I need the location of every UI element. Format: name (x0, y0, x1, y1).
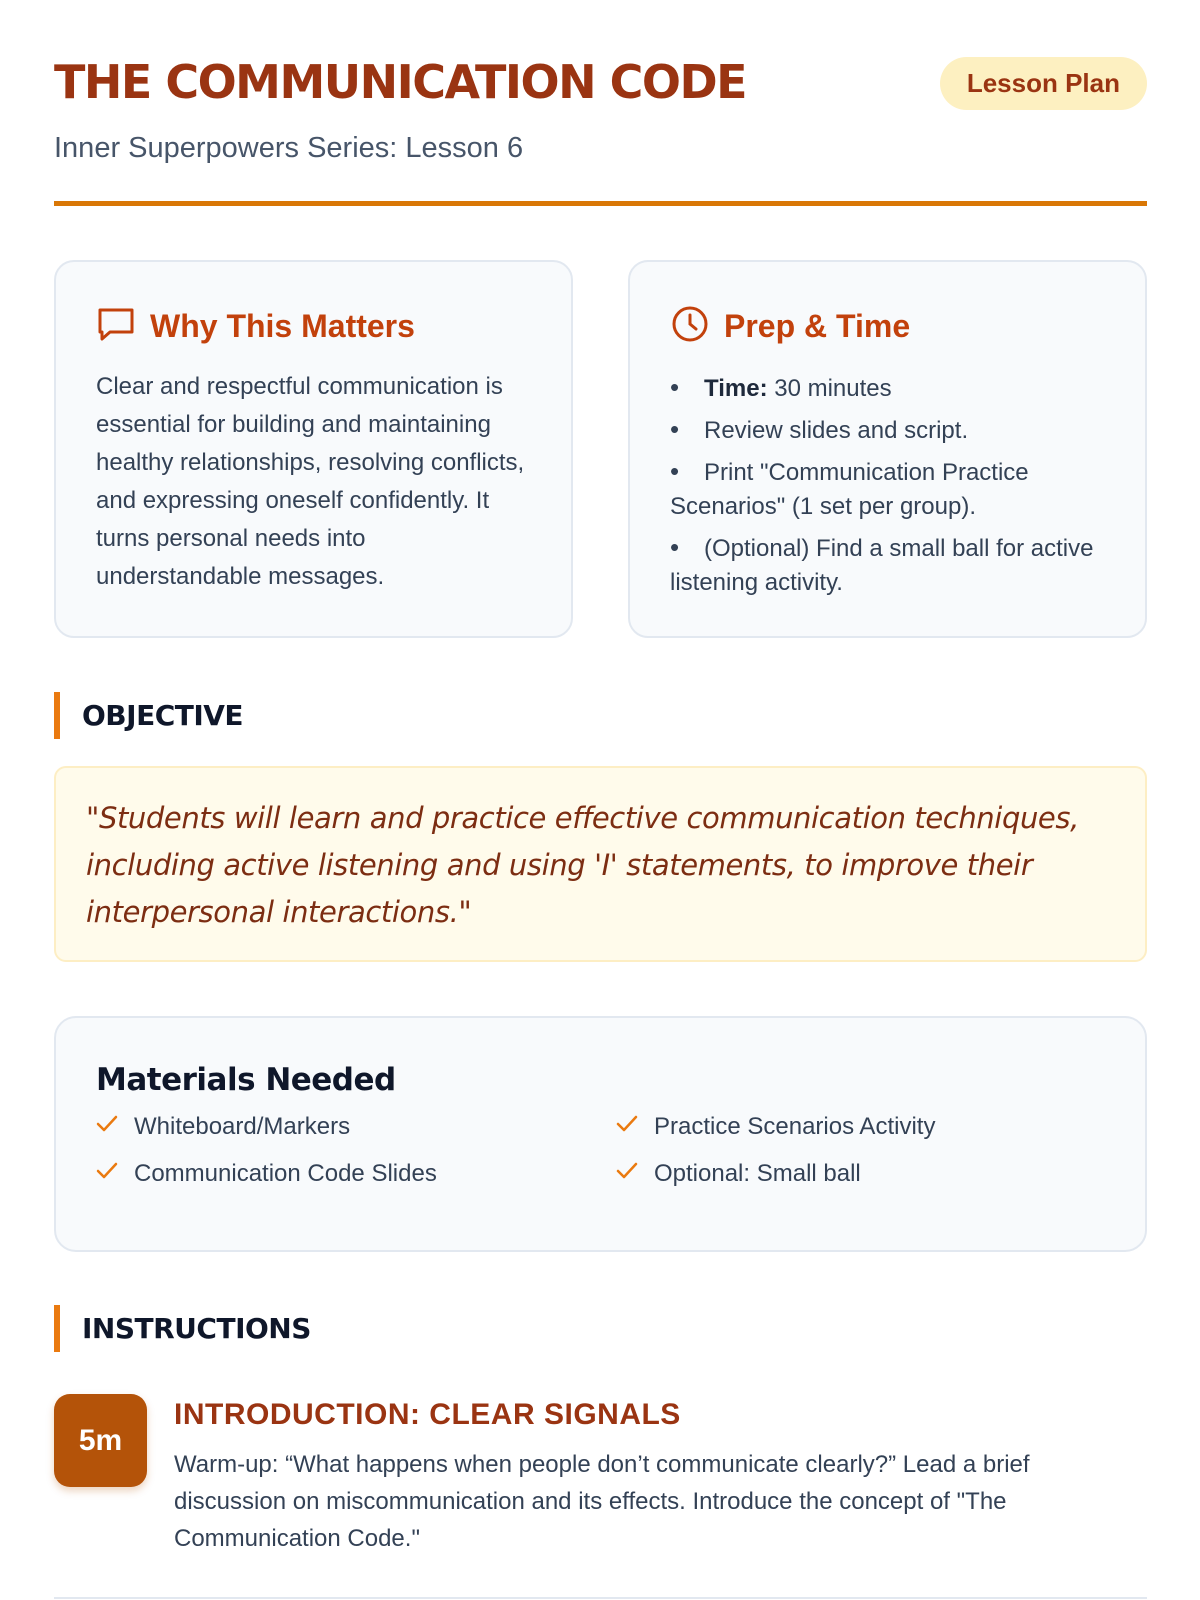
materials-title: Materials Needed (96, 1062, 396, 1098)
prep-card-title: Prep & Time (724, 308, 911, 344)
material-item-label: Practice Scenarios Activity (654, 1112, 936, 1140)
step-description: Warm-up: “What happens when people don’t communicate clearly?” Lead a brief discussion on miscommunication and its effects. Introduce the concept of "The Communication Code." (174, 1451, 1030, 1552)
prep-and-time-card (628, 260, 1147, 638)
objective-quote: "Students will learn and practice effective communication techniques, including active listening and using 'I' statements, to improve their interpersonal interactions." (54, 766, 1147, 962)
checkmark-icon (94, 1157, 134, 1190)
material-item (614, 1157, 861, 1190)
page-header (54, 0, 1147, 206)
prep-item: • (Optional) Find a small ball for active listening activity. (670, 532, 1094, 596)
why-card-text: Clear and respectful communication is essential for building and maintaining healthy relationships, resolving conflicts, and expressing oneself confidently. It turns personal needs into understandable messages. (96, 373, 525, 590)
prep-item-text: (Optional) Find a small ball for active listening activity. (670, 535, 1094, 596)
step-title: INTRODUCTION: CLEAR SIGNALS (174, 1398, 681, 1431)
time-label: Time: (704, 375, 768, 402)
lesson-plan-page (54, 0, 1147, 1552)
step-divider (54, 1597, 1147, 1599)
material-item-label: Optional: Small ball (654, 1159, 861, 1187)
lesson-plan-badge: Lesson Plan (940, 57, 1147, 110)
prep-item: • Print "Communication Practice Scenarios" (1 set per group). (670, 456, 1029, 520)
objective-heading: OBJECTIVE (54, 692, 243, 739)
info-cards (54, 260, 1147, 638)
checkmark-icon (614, 1110, 654, 1143)
why-card-header (96, 304, 415, 349)
material-item-label: Communication Code Slides (134, 1159, 437, 1187)
why-this-matters-card (54, 260, 573, 638)
why-card-title: Why This Matters (150, 308, 415, 344)
prep-item: • Review slides and script. (670, 414, 969, 444)
prep-card-header (670, 304, 910, 349)
prep-item-time: • Time: 30 minutes (670, 372, 892, 402)
page-subtitle: Inner Superpowers Series: Lesson 6 (54, 132, 524, 164)
material-item (94, 1110, 350, 1143)
material-item-label: Whiteboard/Markers (134, 1112, 351, 1140)
step-duration-badge: 5m (54, 1394, 147, 1487)
clock-icon (670, 304, 724, 349)
prep-list (670, 370, 1120, 606)
prep-item-text: Review slides and script. (704, 417, 969, 444)
page-title: THE COMMUNICATION CODE (54, 55, 747, 109)
checkmark-icon (614, 1157, 654, 1190)
checkmark-icon (94, 1110, 134, 1143)
time-value: 30 minutes (767, 375, 892, 402)
instructions-heading: INSTRUCTIONS (54, 1305, 311, 1352)
material-item (614, 1110, 935, 1143)
speech-bubble-icon (96, 304, 150, 349)
material-item (94, 1157, 437, 1190)
prep-item-text: Print "Communication Practice Scenarios" (1 set per group). (670, 459, 1029, 520)
